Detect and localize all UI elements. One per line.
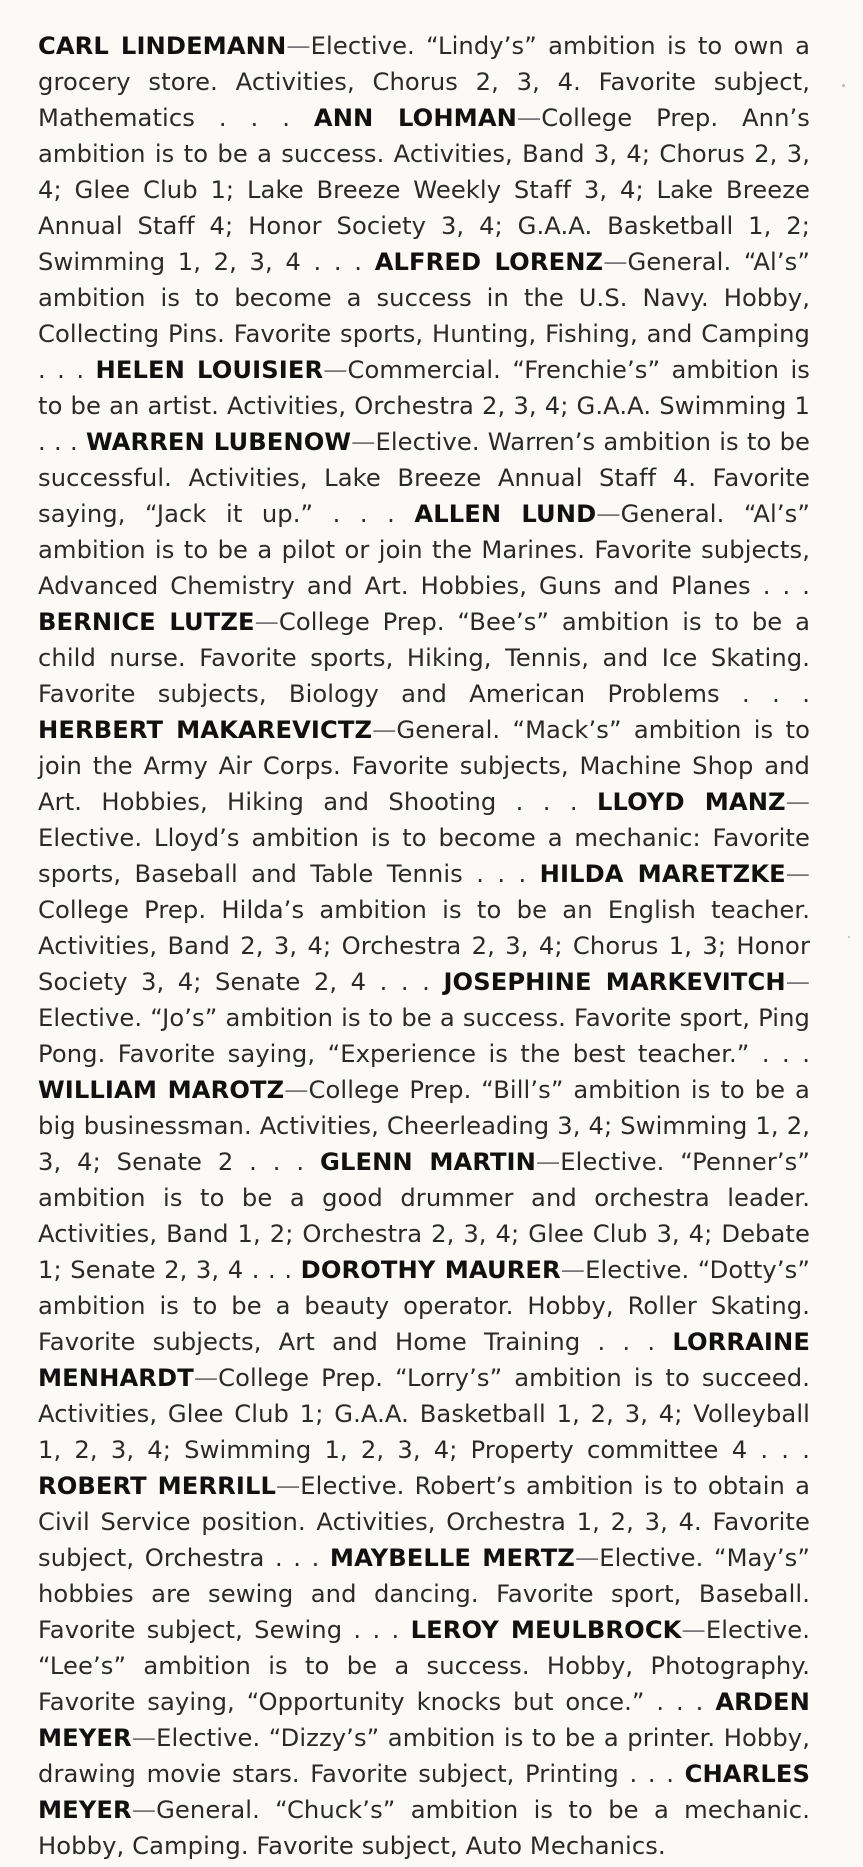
entry-separator: . . . [719, 680, 811, 708]
entry-separator: . . . [342, 1616, 411, 1644]
student-description: Elective. “May’s” hobbies are sewing and dancing. Favorite sport, Baseball. Favorite subject, Sewing [38, 1544, 811, 1644]
paper-speck [842, 84, 845, 87]
student-description: General. “Chuck’s” ambition is to be a mechanic. Hobby, Camping. Favorite subject, Auto Mechanics. [38, 1796, 810, 1860]
entry-separator: . . . [750, 572, 811, 600]
em-dash: — [560, 1256, 586, 1284]
student-description: Elective. “Dotty’s” ambition is to be a beauty operator. Hobby, Roller Skating. Favorite subjects, Art and Home Training [38, 1256, 810, 1356]
em-dash: — [131, 1796, 157, 1824]
student-description: College Prep. “Bee’s” ambition is to be a child nurse. Favorite sports, Hiking, Tennis, and Ice Skating. Favorite subjects, Biology and American Problems [38, 608, 810, 708]
em-dash: — [574, 1544, 600, 1572]
em-dash: — [536, 1148, 561, 1176]
senior-biographies-text [38, 28, 810, 1864]
em-dash: — [603, 248, 628, 276]
student-name: WARREN LUBENOW [85, 428, 352, 456]
student-name: HERBERT MAKAREVICTZ [38, 716, 373, 744]
student-name: GLENN MARTIN [320, 1148, 536, 1176]
entry-separator: . . . [243, 1256, 301, 1284]
student-name: ROBERT MERRILL [38, 1472, 276, 1500]
student-description: General. “Al’s” ambition is to be a pilot or join the Marines. Favorite subjects, Advanced Chemistry and Art. Hobbies, Guns and Planes [38, 500, 810, 600]
em-dash: — [286, 32, 311, 60]
student-description: College Prep. Hilda’s ambition is to be an English teacher. Activities, Band 2, 3, 4; Orchestra 2, 3, 4; Chorus 1, 3; Honor Society 3, 4; Senate 2, 4 [38, 896, 810, 996]
student-name: CHARLES MEYER [38, 1760, 810, 1824]
student-description: College Prep. “Lorry’s” ambition is to succeed. Activities, Glee Club 1; G.A.A. Basketball 1, 2, 3, 4; Volleyball 1, 2, 3, 4; Swimming 1, 2, 3, 4; Property committee 4 [38, 1364, 810, 1464]
student-name: HELEN LOUISIER [95, 356, 324, 384]
em-dash: — [323, 356, 348, 384]
student-name: LEROY MEULBROCK [410, 1616, 682, 1644]
student-name: ARDEN MEYER [38, 1688, 810, 1752]
student-name: MAYBELLE MERTZ [329, 1544, 575, 1572]
student-name: WILLIAM MAROTZ [38, 1076, 285, 1104]
student-name: ALLEN LUND [414, 500, 597, 528]
paper-speck [848, 936, 850, 938]
em-dash: — [372, 716, 397, 744]
entry-separator: . . . [313, 500, 415, 528]
student-name: HILDA MARETZKE [539, 860, 786, 888]
entry-separator: . . . [462, 860, 540, 888]
entry-separator: . . . [496, 788, 597, 816]
student-name: BERNICE LUTZE [38, 608, 255, 636]
student-name: JOSEPHINE MARKEVITCH [443, 968, 786, 996]
entry-separator: . . . [644, 1688, 716, 1716]
em-dash: — [276, 1472, 301, 1500]
em-dash: — [785, 968, 810, 996]
entry-separator: . . . [747, 1436, 811, 1464]
student-name: CARL LINDEMANN [38, 32, 287, 60]
bio-entry [38, 608, 810, 708]
em-dash: — [681, 1616, 706, 1644]
student-description: Elective. Warren’s ambition is to be successful. Activities, Lake Breeze Annual Staff 4. Favorite saying, “Jack it up.” [38, 428, 811, 528]
student-name: ALFRED LORENZ [374, 248, 604, 276]
student-description: Elective. “Jo’s” ambition is to be a success. Favorite sport, Ping Pong. Favorite saying, “Experience is the best teacher.” [38, 1004, 810, 1068]
entry-separator: . . . [38, 428, 86, 456]
student-description: General. “Mack’s” ambition is to join the Army Air Corps. Favorite subjects, Machine Shop and Art. Hobbies, Hiking and Shooting [38, 716, 810, 816]
student-description: College Prep. “Bill’s” ambition is to be a big businessman. Activities, Cheerleading 3, 4; Swimming 1, 2, 3, 4; Senate 2 [38, 1076, 810, 1176]
em-dash: — [131, 1724, 157, 1752]
student-name: ANN LOHMAN [313, 104, 517, 132]
entry-separator: . . . [38, 356, 96, 384]
em-dash: — [284, 1076, 309, 1104]
entry-separator: . . . [233, 1148, 320, 1176]
em-dash: — [193, 1364, 219, 1392]
entry-separator: . . . [300, 248, 375, 276]
entry-separator: . . . [618, 1760, 685, 1788]
student-name: DOROTHY MAURER [300, 1256, 561, 1284]
student-description: Elective. “Lee’s” ambition is to be a success. Hobby, Photography. Favorite saying, “Opportunity knocks but once.” [38, 1616, 810, 1716]
student-description: Elective. Robert’s ambition is to obtain a Civil Service position. Activities, Orchestra 1, 2, 3, 4. Favorite subject, Orchestra [38, 1472, 811, 1572]
entry-separator: . . . [264, 1544, 330, 1572]
bio-entry [38, 356, 810, 420]
entry-separator: . . . [194, 104, 314, 132]
em-dash: — [596, 500, 621, 528]
entry-separator: . . . [366, 968, 444, 996]
student-name: LORRAINE MENHARDT [38, 1328, 810, 1392]
student-description: General. “Al’s” ambition is to become a success in the U.S. Navy. Hobby, Collecting Pins. Favorite sports, Hunting, Fishing, and Camping [38, 248, 810, 348]
student-description: Elective. “Lindy’s” ambition is to own a grocery store. Activities, Chorus 2, 3, 4. Favorite subject, Mathematics [38, 32, 811, 132]
em-dash: — [351, 428, 376, 456]
em-dash: — [785, 860, 810, 888]
em-dash: — [254, 608, 279, 636]
entry-separator: . . . [580, 1328, 673, 1356]
entry-separator: . . . [749, 1040, 811, 1068]
student-name: LLOYD MANZ [596, 788, 786, 816]
student-description: Elective. “Penner’s” ambition is to be a good drummer and orchestra leader. Activities, Band 1, 2; Orchestra 2, 3, 4; Glee Club 3, 4; Debate 1; Senate 2, 3, 4 [38, 1148, 810, 1284]
student-description: Elective. “Dizzy’s” ambition is to be a printer. Hobby, drawing movie stars. Favorite subject, Printing [38, 1724, 810, 1788]
student-description: Elective. Lloyd’s ambition is to become a mechanic: Favorite sports, Baseball and Table Tennis [38, 824, 810, 888]
em-dash: — [517, 104, 542, 132]
em-dash: — [785, 788, 810, 816]
student-description: College Prep. Ann’s ambition is to be a success. Activities, Band 3, 4; Chorus 2, 3, 4; Glee Club 1; Lake Breeze Weekly Staff 3, 4; Lake Breeze Annual Staff 4; Honor Society 3, 4; G.A.A. Basketball 1, 2; Swimming 1, 2, 3, 4 [38, 104, 810, 276]
student-description: Commercial. “Frenchie’s” ambition is to be an artist. Activities, Orchestra 2, 3, 4; G.A.A. Swimming 1 [38, 356, 810, 420]
